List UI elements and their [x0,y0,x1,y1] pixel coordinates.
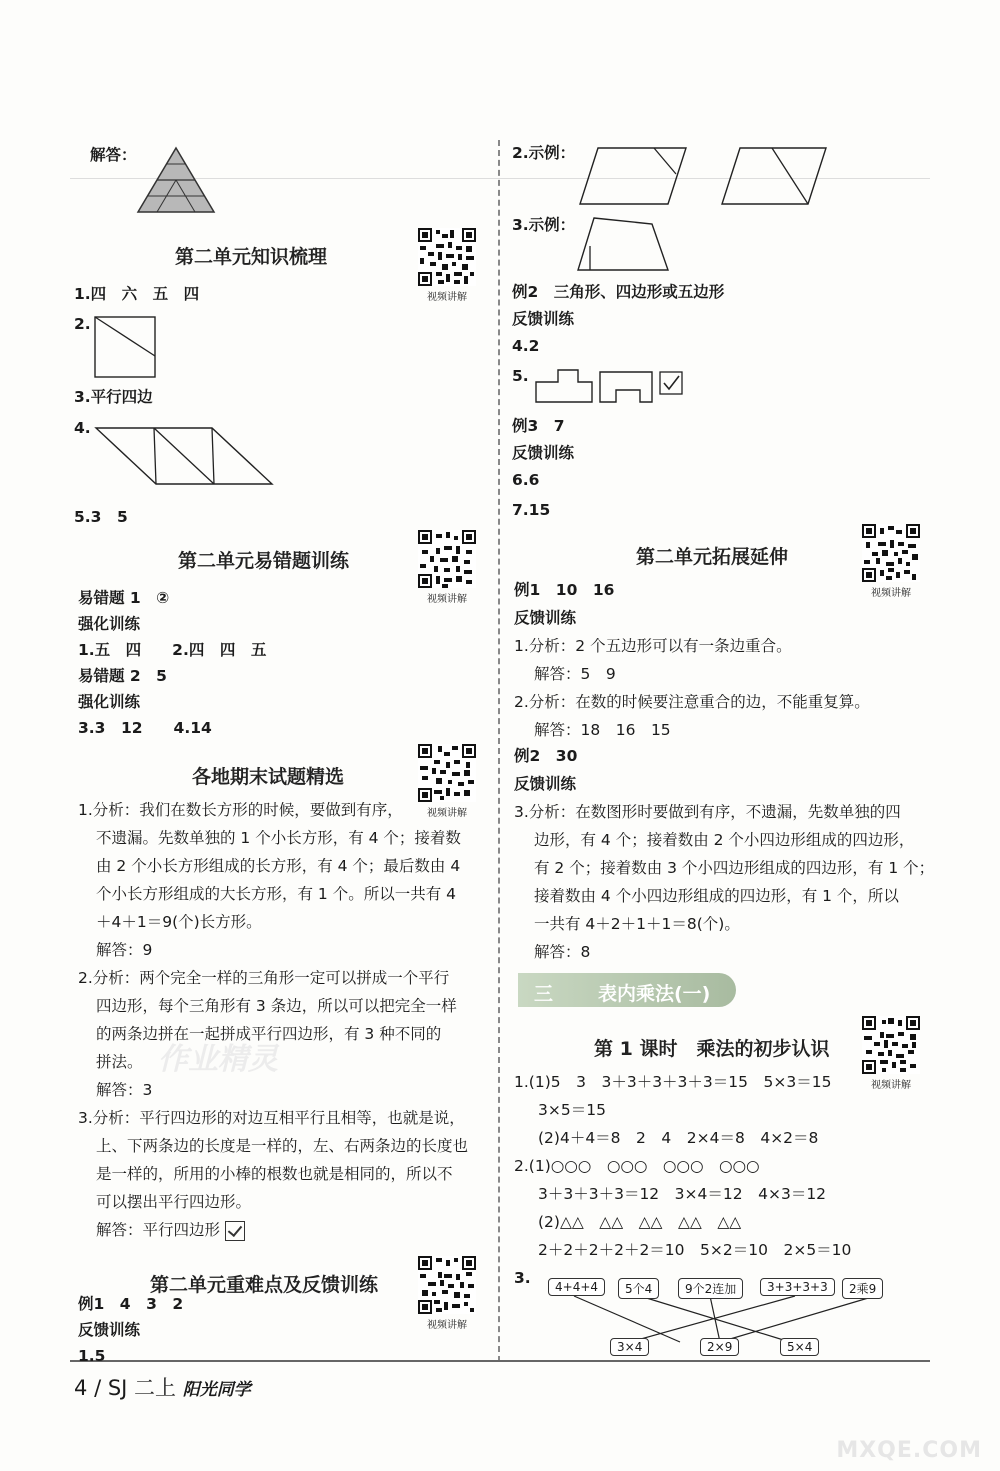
section-title-key-points: 第二单元重难点及反馈训练 [150,1274,379,1296]
r-line-5: 例3 7 [512,417,565,435]
s3-line-9: 的两条边拼在一起拼成平行四边形，有 3 种不同的 [96,1025,442,1043]
s5-line-14: 解答：8 [534,943,591,961]
s3-line-13: 上、下两条边的长度是一样的，左、右两条边的长度也 [96,1137,469,1155]
s1-q2: 2. [74,315,91,333]
s3-line-15: 可以摆出平行四边形。 [96,1193,252,1211]
s3-line-4: 个小长方形组成的大长方形，有 1 个。所以一共有 4 [96,885,457,903]
s5-line-2: 反馈训练 [514,609,577,627]
s1-q5: 5.3 5 [74,508,128,526]
square-figure [94,316,156,378]
s6-line-4: 2.(1)○○○ ○○○ ○○○ ○○○ [514,1157,760,1175]
s5-line-11: 有 2 个；接着数由 3 个小四边形组成的四边形，有 1 个； [534,859,935,877]
s3-line-7: 2.分析：两个完全一样的三角形一定可以拼成一个平行 [78,969,450,987]
s5-line-4: 解答：5 9 [534,665,616,683]
s6-line-7: 2＋2＋2＋2＋2＝10 5×2＝10 2×5＝10 [538,1241,852,1259]
answer-label: 解答： [90,146,137,164]
s5-line-10: 边形，有 4 个；接着数由 2 个小四边形组成的四边形， [534,831,915,849]
s2-line-1: 易错题 1 ② [78,589,170,607]
qr-caption: 视频讲解 [427,1320,467,1331]
qr-caption: 视频讲解 [427,594,467,605]
qr-code-6[interactable] [862,1016,920,1091]
s3-line-12: 3.分析：平行四边形的对边互相平行且相等，也就是说， [78,1109,465,1127]
parallelogram-figure [94,426,274,486]
checkbox-checked-icon [225,1221,245,1241]
s6-line-2: 3×5＝15 [538,1101,606,1119]
s3-line-2: 不遗漏。先数单独的 1 个小长方形，有 4 个；接着数 [96,829,461,847]
footer-rule [70,1360,930,1362]
s4-line-2: 反馈训练 [78,1321,141,1339]
page-number: 4 [74,1376,88,1400]
s2-line-3: 1.五 四 2.四 四 五 [78,641,267,659]
s2-line-6: 3.3 12 4.14 [78,719,212,737]
s5-line-12: 接着数由 4 个小四边形组成的四边形，有 1 个，所以 [534,887,899,905]
section-title-extension: 第二单元拓展延伸 [636,546,789,568]
qr-icon [418,1256,476,1314]
s5-line-3: 1.分析：2 个五边形可以有一条边重合。 [514,637,792,655]
column-divider [498,140,500,1362]
q3-pentagon [576,216,670,272]
s3-line-14: 是一样的，所用的小棒的根数也就是相同的，所以不 [96,1165,453,1183]
s2-line-5: 强化训练 [78,693,141,711]
s6-line-3: (2)4＋4＝8 2 4 2×4＝8 4×2＝8 [538,1129,819,1147]
qr-caption: 视频讲解 [427,292,467,303]
qr-code-1[interactable] [418,228,476,303]
r-line-3: 4.2 [512,337,540,355]
chapter-banner [518,973,736,1007]
s3-line-10: 拼法。 [96,1053,143,1071]
qr-caption: 视频讲解 [871,588,911,599]
s4-line-3: 1.5 [78,1347,106,1365]
s5-line-5: 2.分析：在数的时候要注意重合的边，不能重复算。 [514,693,870,711]
s3-line-6: 解答：9 [96,941,153,959]
chapter-title: 表内乘法(一) [598,983,711,1005]
r-q2: 2.示例： [512,144,576,162]
match-card-top-1: 4+4+4 [548,1278,605,1296]
section-title-error-prone: 第二单元易错题训练 [178,550,350,572]
s6-line-1: 1.(1)5 3 3＋3＋3＋3＋3＝15 5×3＝15 [514,1073,832,1091]
r-line-7: 6.6 [512,471,540,489]
s5-line-13: 一共有 4＋2＋1＋1＝8(个)。 [534,915,740,933]
qr-icon [418,744,476,802]
qr-code-5[interactable] [862,524,920,599]
r-line-6: 反馈训练 [512,444,575,462]
s5-line-6: 解答：18 16 15 [534,721,671,739]
s3-line-8: 四边形，每个三角形有 3 条边，所以可以把完全一样 [96,997,457,1015]
s6-line-8: 3. [514,1269,531,1287]
s5-line-1: 例1 10 16 [514,581,615,599]
s6-line-5: 3＋3＋3＋3＝12 3×4＝12 4×3＝12 [538,1185,827,1203]
qr-caption: 视频讲解 [871,1080,911,1091]
match-card-top-5: 2乘9 [842,1278,883,1299]
match-card-top-3: 9个2连加 [678,1278,743,1299]
s1-q1: 1.四 六 五 四 [74,285,200,303]
s3-answer-text: 解答：平行四边形 [96,1221,221,1239]
r-line-4: 5. [512,367,529,385]
r-line-2: 反馈训练 [512,310,575,328]
qr-code-2[interactable] [418,530,476,605]
chapter-number: 三 [534,983,554,1005]
page-footer [74,1372,251,1402]
section-title-lesson-1: 第 1 课时 乘法的初步认识 [594,1038,830,1060]
faint-stamp: 作业精灵 [158,1042,278,1077]
qr-icon [862,1016,920,1074]
match-card-bottom-2: 2×9 [700,1338,739,1356]
r-q3: 3.示例： [512,216,576,234]
qr-icon [418,228,476,286]
match-card-bottom-3: 5×4 [780,1338,819,1356]
s2-line-2: 强化训练 [78,615,141,633]
s5-line-9: 3.分析：在数图形时要做到有序，不遗漏，先数单独的四 [514,803,901,821]
triangle-figure [136,146,216,216]
s3-line-1: 1.分析：我们在数长方形的时候，要做到有序， [78,801,403,819]
match-card-top-2: 5个4 [618,1278,659,1299]
s3-line-5: ＋4＋1＝9(个)长方形。 [96,913,262,931]
q2-parallelograms [576,146,832,206]
qr-icon [418,530,476,588]
footer-separator: / [94,1376,102,1400]
book-code: SJ 二上 [107,1376,177,1400]
s2-line-4: 易错题 2 5 [78,667,167,685]
qr-icon [862,524,920,582]
match-card-top-4: 3+3+3+3 [760,1278,835,1296]
s1-q3: 3.平行四边 [74,388,153,406]
s4-line-1: 例1 4 3 2 [78,1295,184,1313]
brand-logo: 阳光同学 [182,1380,251,1400]
section-title-knowledge: 第二单元知识梳理 [175,246,328,268]
qr-caption: 视频讲解 [427,808,467,819]
qr-code-3[interactable] [418,744,476,819]
s6-line-6: (2)△△ △△ △△ △△ △△ [538,1213,742,1231]
s3-line-16 [96,1220,245,1241]
s5-line-7: 例2 30 [514,747,578,765]
s3-line-11: 解答：3 [96,1081,153,1099]
s5-line-8: 反馈训练 [514,775,577,793]
q5-shapes [534,368,684,404]
r-line-1: 例2 三角形、四边形或五边形 [512,283,725,301]
s3-line-3: 由 2 个小长方形组成的长方形，有 4 个；最后数由 4 [96,857,461,875]
site-watermark: MXQE.COM [836,1438,982,1463]
section-title-final-exam: 各地期末试题精选 [192,766,345,788]
s1-q4: 4. [74,419,91,437]
match-card-bottom-1: 3×4 [610,1338,649,1356]
r-line-8: 7.15 [512,501,551,519]
qr-code-4[interactable] [418,1256,476,1331]
